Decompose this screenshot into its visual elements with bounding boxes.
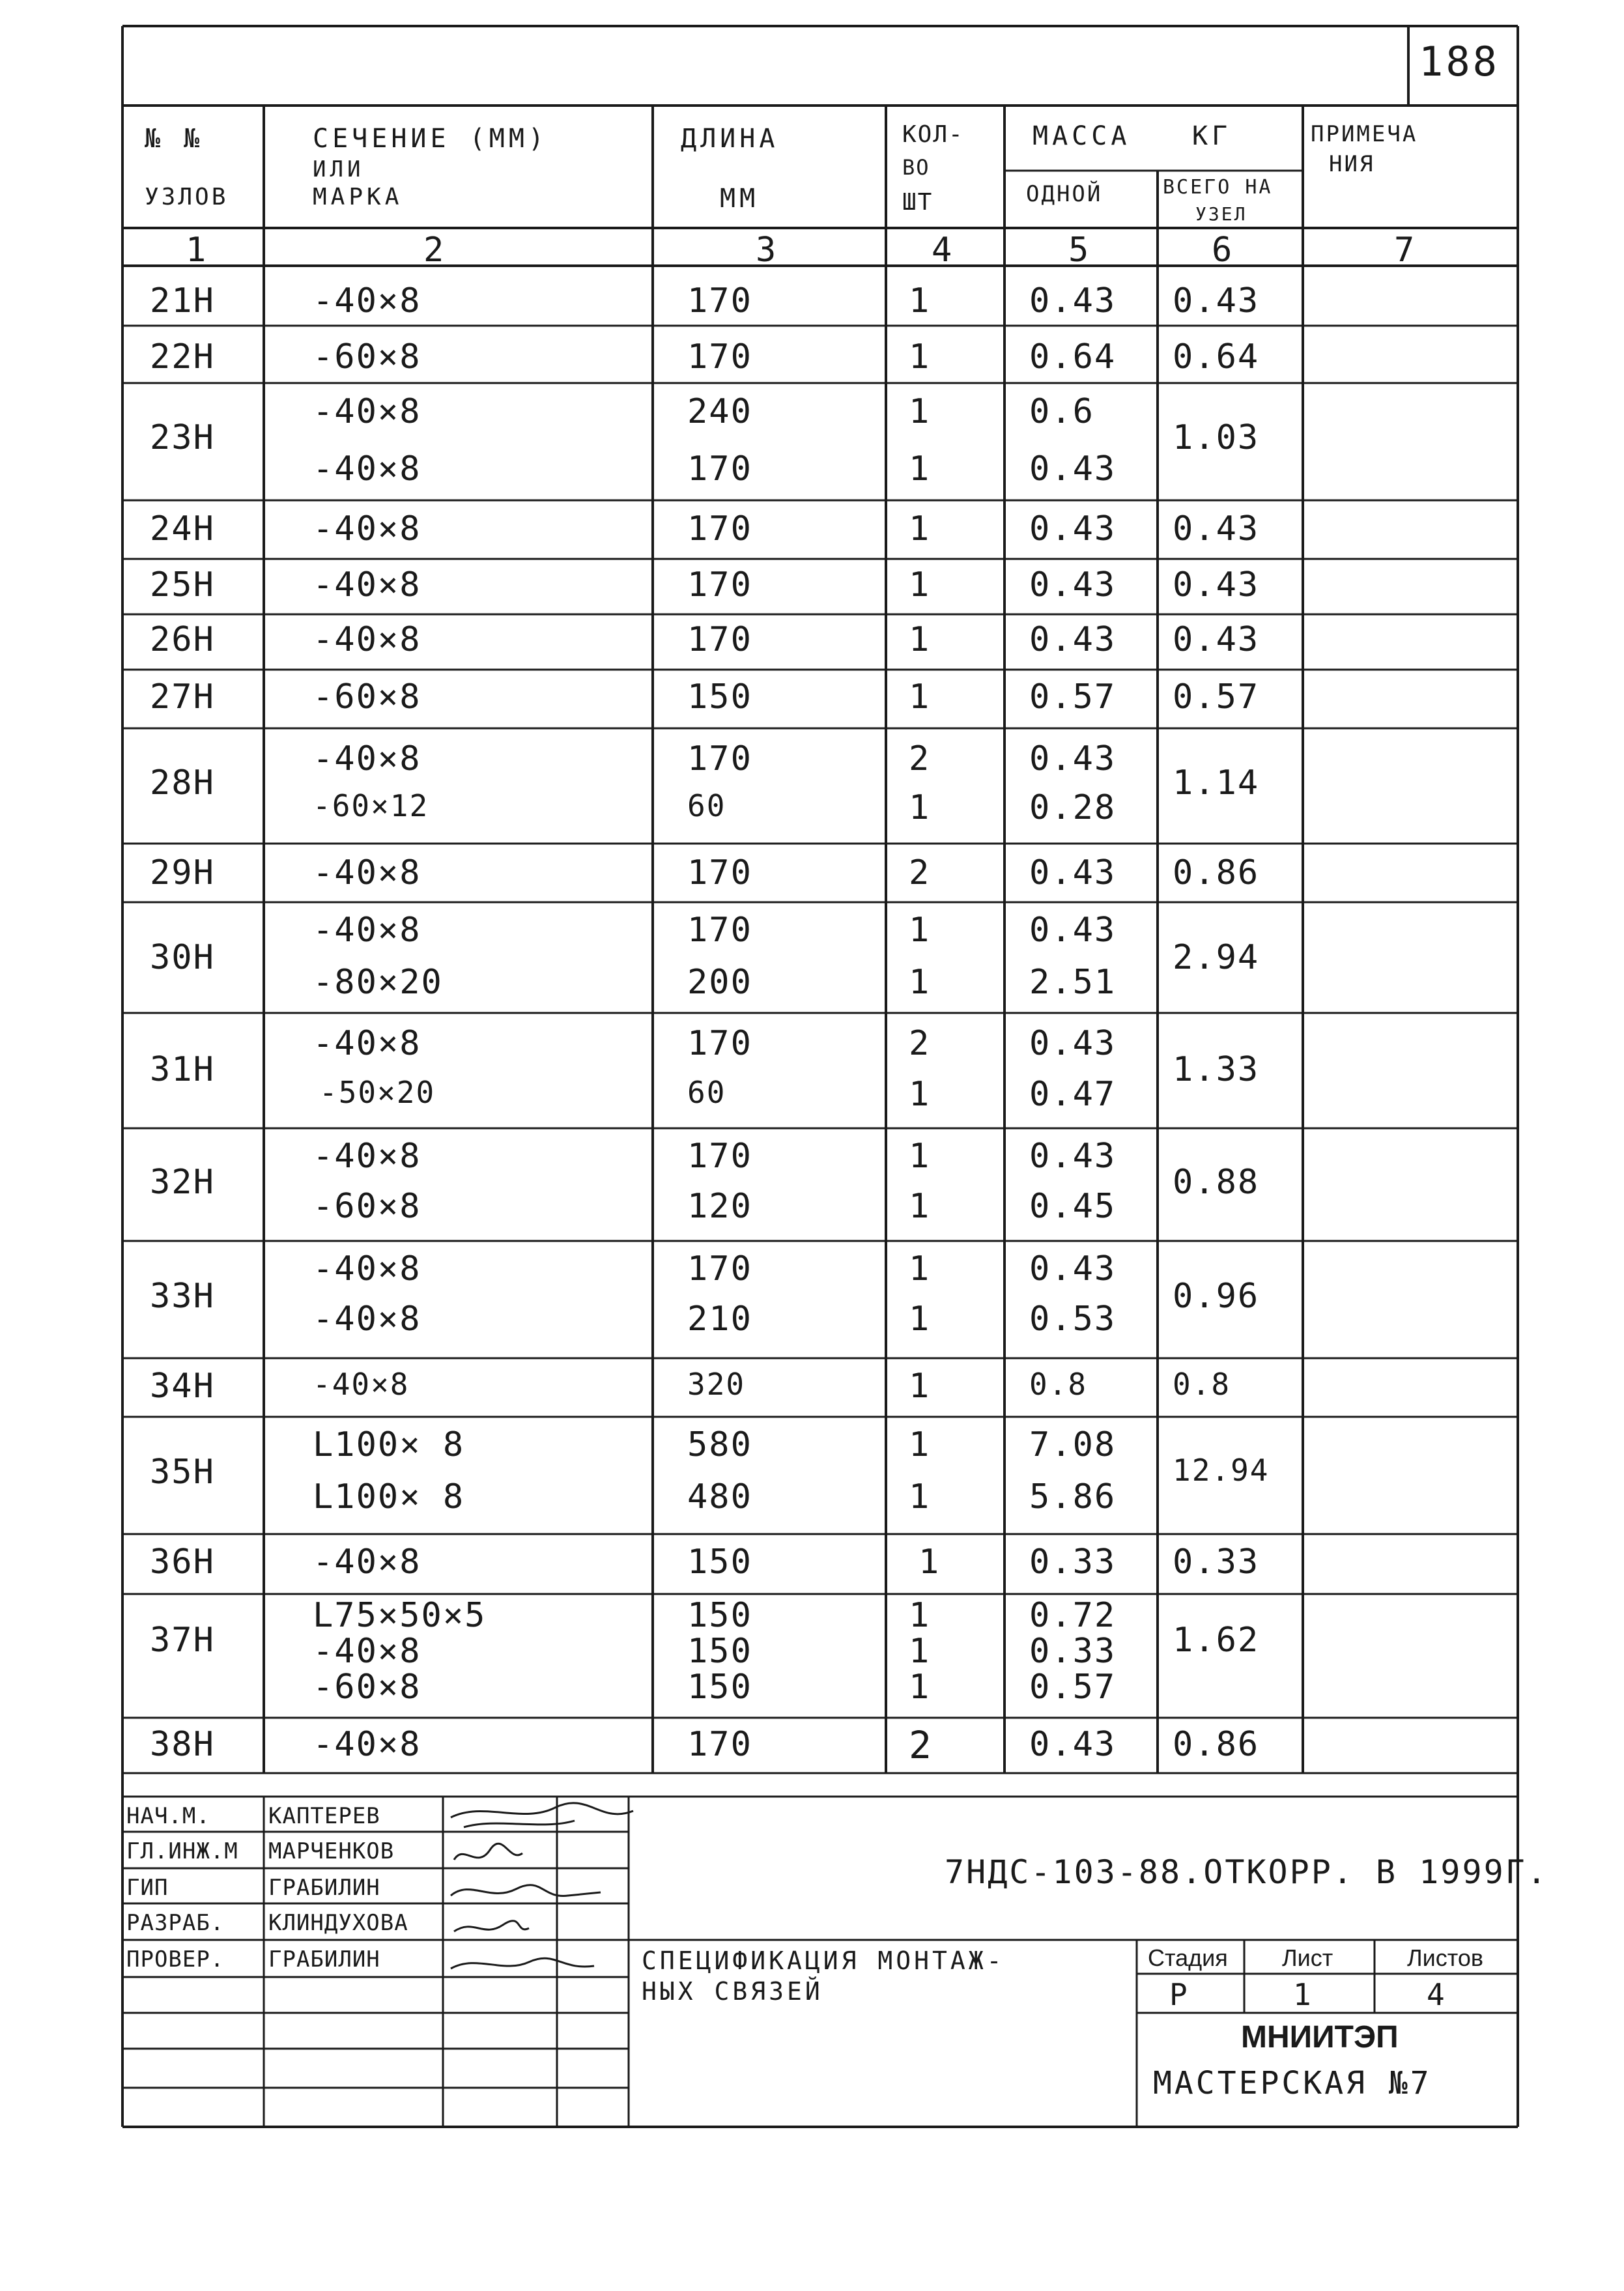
section: -40×8 (313, 739, 421, 778)
length: 150 (687, 677, 752, 717)
node-number: 24Н (150, 509, 215, 548)
mass-one: 0.64 (1029, 337, 1117, 377)
mass-one: 0.43 (1029, 739, 1117, 778)
quantity: 1 (909, 1137, 930, 1176)
col-num-1: 1 (186, 231, 208, 270)
section: -60×8 (313, 677, 421, 717)
header-section-or: ИЛИ (313, 156, 365, 182)
length: 170 (687, 1137, 752, 1176)
node-number: 23Н (150, 418, 215, 457)
length: 150 (687, 1596, 752, 1635)
col-num-4: 4 (932, 231, 954, 270)
mass-total: 1.62 (1173, 1621, 1260, 1660)
col-num-3: 3 (756, 231, 778, 270)
workshop: МАСТЕРСКАЯ №7 (1153, 2065, 1432, 2101)
col-num-7: 7 (1394, 231, 1416, 270)
section: -40×8 (313, 911, 421, 950)
mass-one: 0.6 (1029, 392, 1094, 431)
mass-one: 0.8 (1029, 1367, 1088, 1402)
node-number: 38Н (150, 1725, 215, 1764)
signature-head (451, 1803, 633, 1827)
mass-one: 0.43 (1029, 565, 1117, 605)
quantity: 1 (909, 565, 930, 605)
mass-one: 0.72 (1029, 1596, 1117, 1635)
organisation: МНИИТЭП (1241, 2020, 1399, 2055)
mass-total: 0.43 (1173, 281, 1260, 320)
length: 170 (687, 509, 752, 548)
section: L100× 8 (313, 1425, 465, 1464)
quantity: 2 (909, 1024, 930, 1063)
mass-total: 0.43 (1173, 509, 1260, 548)
section: -40×8 (313, 1632, 421, 1671)
length: 170 (687, 281, 752, 320)
stage-value: Р (1169, 1977, 1188, 2012)
document-title-line2: НЫХ СВЯЗЕЙ (642, 1977, 823, 2006)
section: -40×8 (313, 620, 421, 659)
node-number: 32Н (150, 1163, 215, 1202)
section: -60×8 (313, 337, 421, 377)
mass-total: 0.96 (1173, 1277, 1260, 1316)
quantity: 2 (909, 739, 930, 778)
quantity: 1 (909, 677, 930, 717)
header-mass-unit: КГ (1192, 121, 1232, 151)
signature-chief-engineer (454, 1843, 522, 1860)
mass-one: 0.43 (1029, 620, 1117, 659)
quantity: 1 (909, 1632, 930, 1671)
length: 60 (687, 1075, 726, 1110)
quantity: 1 (909, 1367, 930, 1406)
col-num-2: 2 (423, 231, 446, 270)
role-chief-engineer: ГЛ.ИНЖ.М (126, 1838, 238, 1864)
name-gip: ГРАБИЛИН (268, 1875, 380, 1901)
header-mass: МАССА (1033, 121, 1131, 151)
page-number: 188 (1419, 38, 1500, 85)
node-number: 31Н (150, 1050, 215, 1089)
mass-one: 0.43 (1029, 449, 1117, 489)
mass-one: 0.53 (1029, 1300, 1117, 1339)
node-number: 27Н (150, 677, 215, 717)
mass-total: 0.86 (1173, 1725, 1260, 1764)
quantity: 1 (919, 1543, 939, 1582)
name-head: КАПТЕРЕВ (268, 1803, 380, 1829)
section: L75×50×5 (313, 1596, 487, 1635)
role-head: НАЧ.М. (126, 1803, 210, 1829)
document-code: 7НДС-103-88.ОТКОРР. В 1999Г. (945, 1853, 1548, 1891)
section: -40×8 (313, 1367, 410, 1402)
section: -60×8 (313, 1187, 421, 1226)
mass-total: 0.88 (1173, 1163, 1260, 1202)
length: 240 (687, 392, 752, 431)
node-number: 21Н (150, 281, 215, 320)
header-notes-2: НИЯ (1329, 151, 1375, 177)
node-number: 33Н (150, 1277, 215, 1316)
signature-checker (451, 1958, 594, 1969)
header-node-label: УЗЛОВ (145, 184, 229, 210)
node-number: 30Н (150, 938, 215, 977)
length: 170 (687, 565, 752, 605)
mass-total: 0.43 (1173, 620, 1260, 659)
quantity: 1 (909, 1596, 930, 1635)
node-number: 37Н (150, 1621, 215, 1660)
col-num-5: 5 (1068, 231, 1090, 270)
header-mass-one: ОДНОЙ (1026, 181, 1103, 207)
quantity: 1 (909, 620, 930, 659)
header-mass-total-node: УЗЕЛ (1195, 203, 1247, 225)
mass-one: 0.43 (1029, 509, 1117, 548)
length: 170 (687, 1725, 752, 1764)
length: 200 (687, 963, 752, 1002)
mass-one: 0.33 (1029, 1543, 1117, 1582)
quantity: 1 (909, 963, 930, 1002)
section: -40×8 (313, 1249, 421, 1288)
header-node-number: № № (145, 124, 204, 154)
sheet-label: Лист (1282, 1944, 1333, 1971)
mass-total: 1.33 (1173, 1050, 1260, 1089)
header-length-unit: ММ (720, 184, 760, 214)
document-title-line1: СПЕЦИФИКАЦИЯ МОНТАЖ- (642, 1946, 1005, 1975)
col-num-6: 6 (1212, 231, 1234, 270)
quantity: 1 (909, 911, 930, 950)
mass-total: 0.57 (1173, 677, 1260, 717)
mass-total: 1.14 (1173, 763, 1260, 803)
header-qty: КОЛ- (902, 121, 964, 148)
length: 170 (687, 739, 752, 778)
header-qty-unit: ШТ (902, 189, 933, 216)
node-number: 26Н (150, 620, 215, 659)
length: 170 (687, 620, 752, 659)
mass-one: 0.45 (1029, 1187, 1117, 1226)
quantity: 2 (909, 1723, 932, 1767)
length: 170 (687, 1024, 752, 1063)
mass-one: 0.43 (1029, 281, 1117, 320)
length: 150 (687, 1632, 752, 1671)
role-gip: ГИП (126, 1875, 169, 1901)
quantity: 2 (909, 853, 930, 892)
mass-one: 0.43 (1029, 1249, 1117, 1288)
header-length: ДЛИНА (681, 124, 779, 154)
length: 320 (687, 1367, 746, 1402)
mass-one: 2.51 (1029, 963, 1117, 1002)
length: 170 (687, 449, 752, 489)
quantity: 1 (909, 1425, 930, 1464)
length: 480 (687, 1477, 752, 1516)
section: -60×8 (313, 1668, 421, 1707)
section: -60×12 (313, 788, 429, 823)
quantity: 1 (909, 1249, 930, 1288)
mass-one: 0.57 (1029, 677, 1117, 717)
section: -40×8 (313, 509, 421, 548)
header-mass-total: ВСЕГО НА (1163, 176, 1273, 199)
section: -40×8 (313, 1543, 421, 1582)
mass-one: 0.43 (1029, 1725, 1117, 1764)
role-developer: РАЗРАБ. (126, 1910, 225, 1936)
mass-total: 0.43 (1173, 565, 1260, 605)
header-notes: ПРИМЕЧА (1311, 121, 1418, 147)
quantity: 1 (909, 509, 930, 548)
mass-one: 0.43 (1029, 1024, 1117, 1063)
mass-one: 5.86 (1029, 1477, 1117, 1516)
quantity: 1 (909, 1187, 930, 1226)
section: -80×20 (313, 963, 443, 1002)
node-number: 22Н (150, 337, 215, 377)
length: 170 (687, 853, 752, 892)
section: -40×8 (313, 1137, 421, 1176)
mass-one: 0.33 (1029, 1632, 1117, 1671)
mass-total: 2.94 (1173, 938, 1260, 977)
sheets-value: 4 (1427, 1977, 1445, 2012)
mass-total: 0.8 (1173, 1367, 1231, 1402)
section: -40×8 (313, 392, 421, 431)
length: 150 (687, 1543, 752, 1582)
name-developer: КЛИНДУХОВА (268, 1910, 408, 1936)
sheets-label: Листов (1407, 1944, 1483, 1971)
quantity: 1 (909, 788, 930, 827)
quantity: 1 (909, 1668, 930, 1707)
mass-one: 0.43 (1029, 1137, 1117, 1176)
node-number: 35Н (150, 1453, 215, 1492)
length: 170 (687, 1249, 752, 1288)
node-number: 34Н (150, 1367, 215, 1406)
quantity: 1 (909, 281, 930, 320)
node-number: 29Н (150, 853, 215, 892)
signature-developer (454, 1921, 529, 1931)
section: -40×8 (313, 1024, 421, 1063)
mass-total: 0.86 (1173, 853, 1260, 892)
signature-gip (451, 1885, 601, 1896)
section: -40×8 (313, 565, 421, 605)
header-section: СЕЧЕНИЕ (ММ) (313, 124, 548, 154)
quantity: 1 (909, 1477, 930, 1516)
mass-one: 0.47 (1029, 1075, 1117, 1114)
name-checker: ГРАБИЛИН (268, 1946, 380, 1972)
length: 580 (687, 1425, 752, 1464)
stage-label: Стадия (1148, 1944, 1228, 1971)
length: 170 (687, 911, 752, 950)
quantity: 1 (909, 1300, 930, 1339)
mass-one: 7.08 (1029, 1425, 1117, 1464)
mass-total: 0.33 (1173, 1543, 1260, 1582)
quantity: 1 (909, 449, 930, 489)
mass-total: 0.64 (1173, 337, 1260, 377)
role-checker: ПРОВЕР. (126, 1946, 225, 1972)
section: -50×20 (319, 1075, 436, 1110)
length: 120 (687, 1187, 752, 1226)
section: -40×8 (313, 1725, 421, 1764)
section: -40×8 (313, 1300, 421, 1339)
length: 170 (687, 337, 752, 377)
node-number: 28Н (150, 763, 215, 803)
header-qty-vo: ВО (902, 155, 930, 180)
name-chief-engineer: МАРЧЕНКОВ (268, 1838, 395, 1864)
header-section-mark: МАРКА (313, 184, 403, 210)
quantity: 1 (909, 392, 930, 431)
mass-one: 0.43 (1029, 911, 1117, 950)
length: 60 (687, 788, 726, 823)
quantity: 1 (909, 337, 930, 377)
mass-one: 0.57 (1029, 1668, 1117, 1707)
node-number: 36Н (150, 1543, 215, 1582)
length: 150 (687, 1668, 752, 1707)
quantity: 1 (909, 1075, 930, 1114)
section: -40×8 (313, 281, 421, 320)
section: L100× 8 (313, 1477, 465, 1516)
section: -40×8 (313, 449, 421, 489)
mass-total: 12.94 (1173, 1453, 1270, 1488)
length: 210 (687, 1300, 752, 1339)
node-number: 25Н (150, 565, 215, 605)
mass-total: 1.03 (1173, 418, 1260, 457)
sheet-value: 1 (1293, 1977, 1311, 2012)
mass-one: 0.43 (1029, 853, 1117, 892)
section: -40×8 (313, 853, 421, 892)
mass-one: 0.28 (1029, 788, 1117, 827)
